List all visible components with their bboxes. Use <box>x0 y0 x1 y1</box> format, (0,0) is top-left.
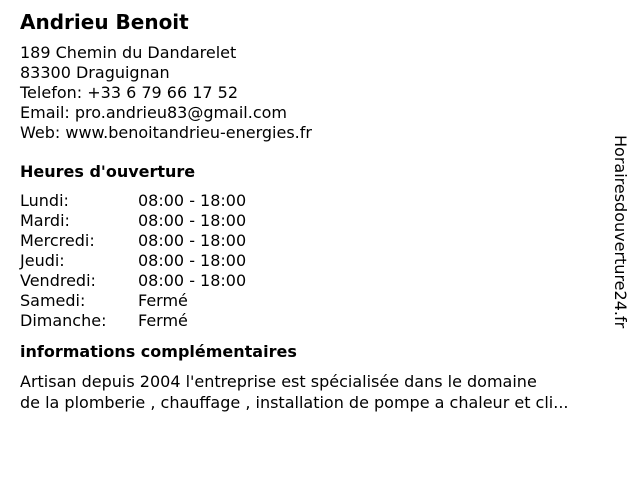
day-label: Jeudi: <box>20 251 65 270</box>
day-hours: 08:00 - 18:00 <box>138 211 247 230</box>
day-label: Lundi: <box>20 191 69 210</box>
hours-row-saturday <box>20 291 610 311</box>
day-hours: Fermé <box>138 291 188 310</box>
day-hours: 08:00 - 18:00 <box>138 191 247 210</box>
hours-title: Heures d'ouverture <box>20 162 196 181</box>
business-card <box>20 10 610 413</box>
description-line-1: Artisan depuis 2004 l'entreprise est spécialisée dans le domaine <box>20 372 537 391</box>
day-label: Dimanche: <box>20 311 107 330</box>
address-city: 83300 Draguignan <box>20 63 170 82</box>
hours-row-wednesday <box>20 231 610 251</box>
day-label: Mercredi: <box>20 231 95 250</box>
info-title: informations complémentaires <box>20 342 297 361</box>
phone-line: Telefon: +33 6 79 66 17 52 <box>20 83 239 102</box>
site-watermark: Horairesdouverture24.fr <box>611 135 630 329</box>
hours-list <box>20 191 610 331</box>
hours-row-thursday <box>20 251 610 271</box>
day-label: Samedi: <box>20 291 86 310</box>
day-hours: 08:00 - 18:00 <box>138 231 247 250</box>
description-line-2: de la plomberie , chauffage , installation de pompe a chaleur et cli... <box>20 393 569 412</box>
hours-row-tuesday <box>20 211 610 231</box>
address-street: 189 Chemin du Dandarelet <box>20 43 237 62</box>
hours-row-friday <box>20 271 610 291</box>
day-label: Mardi: <box>20 211 70 230</box>
business-name: Andrieu Benoit <box>20 10 189 34</box>
day-label: Vendredi: <box>20 271 96 290</box>
day-hours: 08:00 - 18:00 <box>138 251 247 270</box>
hours-row-monday <box>20 191 610 211</box>
web-line: Web: www.benoitandrieu-energies.fr <box>20 123 312 142</box>
day-hours: Fermé <box>138 311 188 330</box>
email-line: Email: pro.andrieu83@gmail.com <box>20 103 288 122</box>
hours-row-sunday <box>20 311 610 331</box>
day-hours: 08:00 - 18:00 <box>138 271 247 290</box>
